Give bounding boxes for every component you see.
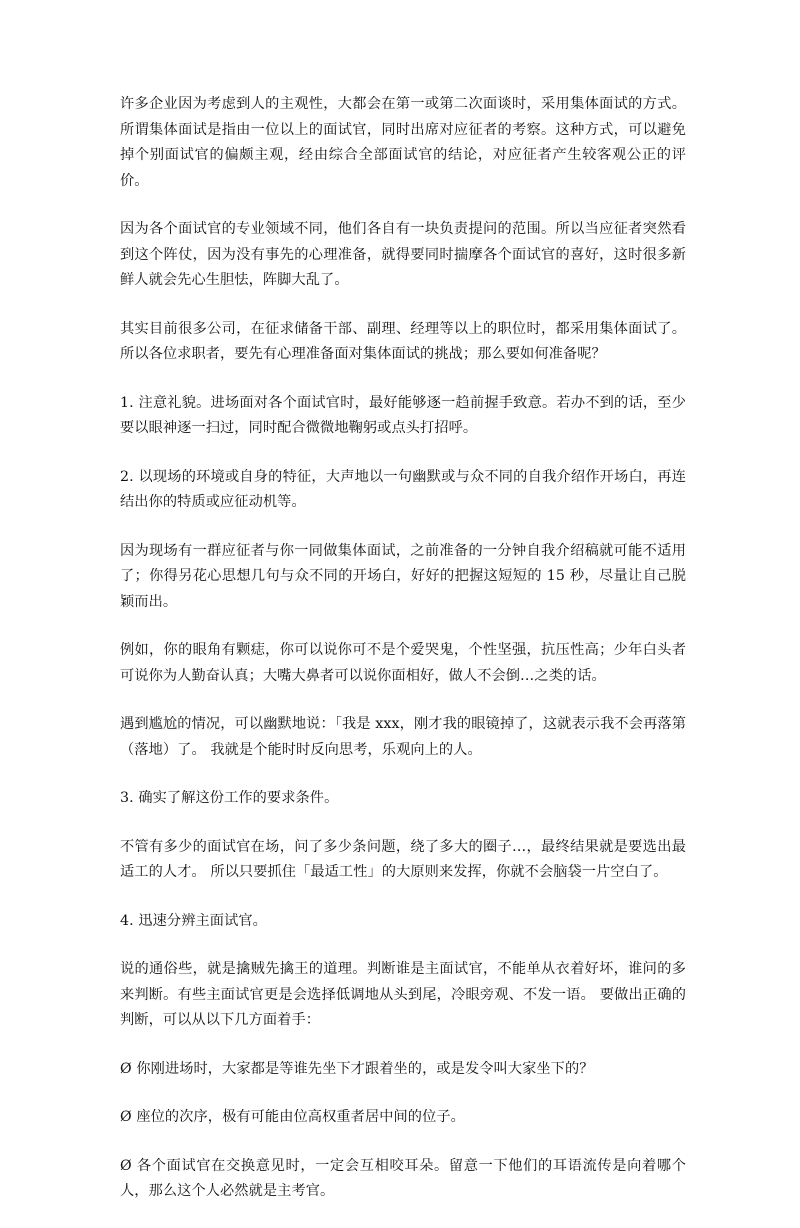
paragraph-interviewer-scope: 因为各个面试官的专业领域不同，他们各自有一块负责提问的范围。所以当应征者突然看到这个阵仗，因为没有事先的心理准备，就得要同时揣摩各个面试官的喜好，这时很多新鲜人就会先心生胆怯，阵脚大乱了。 — [120, 221, 686, 288]
bullet-item-seating-first: Ø 你刚进场时，大家都是等谁先坐下才跟着坐的，或是发令叫大家坐下的？ — [120, 1060, 594, 1077]
paragraph-preparation-question: 其实目前很多公司，在征求储备干部、副理、经理等以上的职位时，都采用集体面试了。所以各位求职者，要先有心理准备面对集体面试的挑战；那么要如何准备呢？ — [120, 320, 686, 362]
paragraph-identify-main: 说的通俗些，就是擒贼先擒王的道理。判断谁是主面试官，不能单从衣着好坏，谁问的多来判断。有些主面试官更是会选择低调地从头到尾，冷眼旁观、不发一语。 要做出正确的判断，可以从以下几方面着手： — [120, 961, 686, 1028]
paragraph-best-fit: 不管有多少的面试官在场，问了多少条问题，绕了多大的圈子…，最终结果就是要选出最适工的人才。 所以只要抓住「最适工性」的大原则来发挥，你就不会脑袋一片空白了。 — [120, 838, 686, 880]
paragraph-intro: 许多企业因为考虑到人的主观性，大都会在第一或第二次面谈时，采用集体面试的方式。所谓集体面试是指由一位以上的面试官，同时出席对应征者的考察。这种方式，可以避免掉个别面试官的偏颇主观，经由综合全部面试官的结论，对应征者产生较客观公正的评价。 — [120, 96, 686, 189]
paragraph-awkward-situation: 遇到尴尬的情况，可以幽默地说：「我是 xxx，刚才我的眼镜掉了，这就表示我不会再落第（落地）了。 我就是个能时时反向思考，乐观向上的人。 — [120, 716, 686, 758]
bullet-item-whisper: Ø 各个面试官在交换意见时，一定会互相咬耳朵。留意一下他们的耳语流传是向着哪个人，那么这个人必然就是主考官。 — [120, 1157, 686, 1199]
paragraph-point-4: 4. 迅速分辨主面试官。 — [120, 912, 267, 929]
paragraph-example: 例如，你的眼角有颗痣，你可以说你可不是个爱哭鬼，个性坚强，抗压性高；少年白头者可说你为人勤奋认真；大嘴大鼻者可以说你面相好，做人不会倒…之类的话。 — [120, 642, 686, 684]
paragraph-opening-line: 因为现场有一群应征者与你一同做集体面试，之前准备的一分钟自我介绍稿就可能不适用了；你得另花心思想几句与众不同的开场白，好好的把握这短短的 15 秒，尽量让自己脱颖而出。 — [120, 542, 686, 610]
paragraph-point-1: 1. 注意礼貌。进场面对各个面试官时，最好能够逐一趋前握手致意。若办不到的话，至少要以眼神逐一扫过，同时配合微微地鞠躬或点头打招呼。 — [120, 394, 686, 436]
paragraph-point-3: 3. 确实了解这份工作的要求条件。 — [120, 790, 339, 806]
paragraph-point-2: 2. 以现场的环境或自身的特征，大声地以一句幽默或与众不同的自我介绍作开场白，再连结出你的特质或应征动机等。 — [120, 468, 686, 510]
bullet-item-seat-order: Ø 座位的次序，极有可能由位高权重者居中间的位子。 — [120, 1109, 465, 1125]
document-page — [120, 92, 686, 1228]
